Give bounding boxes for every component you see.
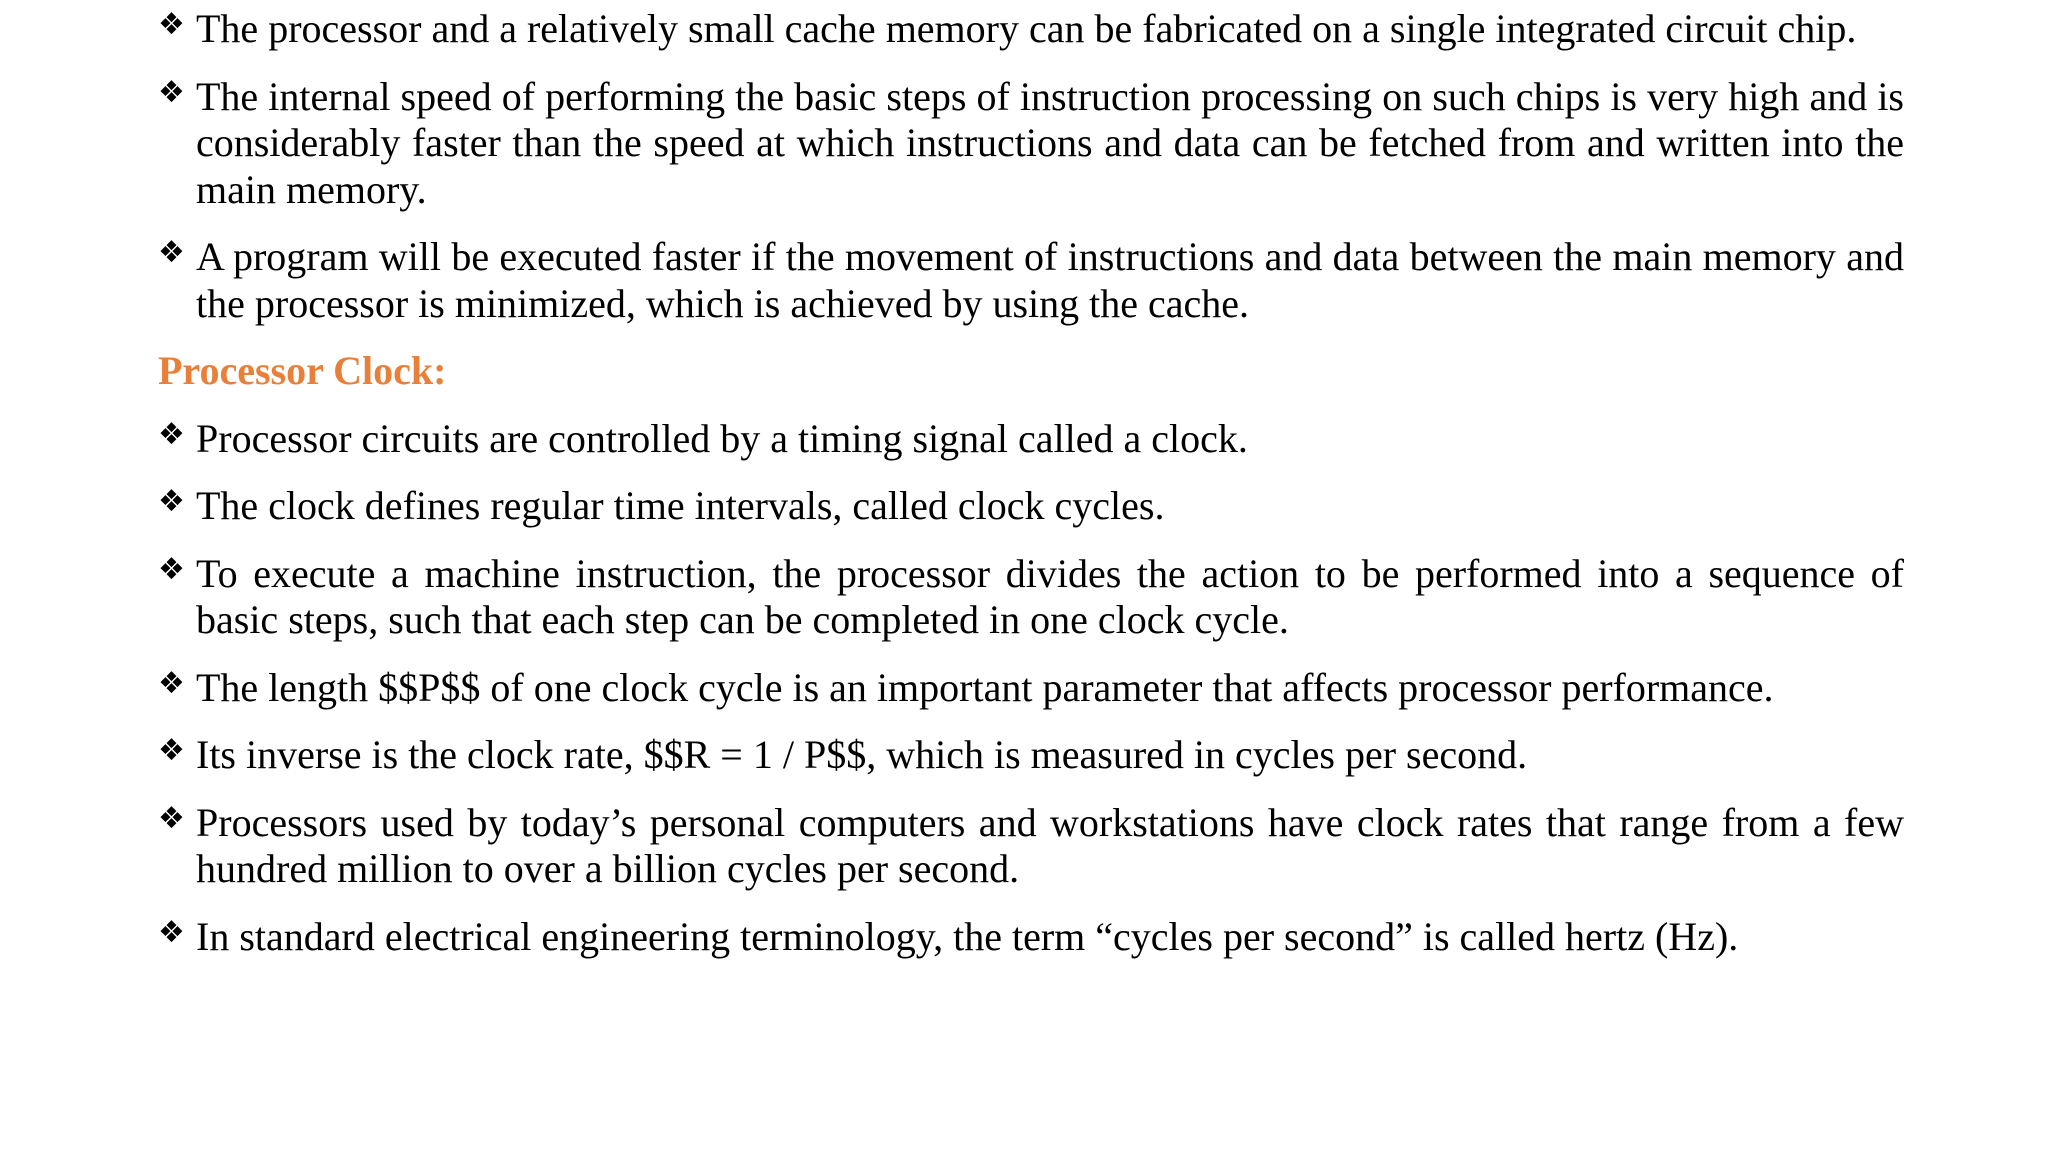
four-diamond-bullet-icon: ❖ (158, 733, 185, 768)
bullet-text: Processor circuits are controlled by a timing signal called a clock. (196, 415, 1248, 461)
section-heading: Processor Clock: (158, 348, 447, 393)
four-diamond-bullet-icon: ❖ (158, 235, 185, 270)
bullet-item (158, 732, 1904, 779)
four-diamond-bullet-icon: ❖ (158, 665, 185, 701)
four-diamond-bullet-icon: ❖ (158, 74, 185, 110)
four-diamond-bullet-icon: ❖ (158, 551, 185, 587)
document-page (158, 6, 1904, 981)
bullet-item (158, 665, 1904, 712)
bullet-item (158, 800, 1904, 893)
bullet-item (158, 914, 1904, 961)
bullet-item (158, 74, 1904, 214)
bullet-text: Its inverse is the clock rate, $$R = 1 / P$$, which is measured in cycles per second. (196, 732, 1528, 777)
bullet-text: The processor and a relatively small cache memory can be fabricated on a single integrated circuit chip. (196, 6, 1857, 51)
bullet-text: The clock defines regular time intervals, called clock cycles. (196, 483, 1165, 528)
bullet-item (158, 416, 1904, 463)
bullet-text: In standard electrical engineering terminology, the term “cycles per second” is called hertz (Hz). (196, 913, 1739, 959)
bullet-text: Processors used by today’s personal computers and workstations have clock rates that range from a few hundred million to over a billion cycles per second. (196, 799, 1904, 891)
bullet-text: A program will be executed faster if the movement of instructions and data between the main memory and the processor is minimized, which is achieved by using the cache. (196, 234, 1904, 326)
bullet-item (158, 483, 1904, 530)
four-diamond-bullet-icon: ❖ (158, 914, 185, 950)
bullet-text: The internal speed of performing the basic steps of instruction processing on such chips is very high and is considerably faster than the speed at which instructions and data can be fetched from and written into the main memory. (196, 73, 1904, 212)
bullet-item (158, 551, 1904, 644)
bullet-item (158, 6, 1904, 53)
four-diamond-bullet-icon: ❖ (158, 416, 185, 452)
four-diamond-bullet-icon: ❖ (158, 7, 185, 42)
four-diamond-bullet-icon: ❖ (158, 484, 185, 519)
bullet-text: To execute a machine instruction, the processor divides the action to be performed into a sequence of basic steps, such that each step can be completed in one clock cycle. (196, 550, 1904, 642)
four-diamond-bullet-icon: ❖ (158, 800, 185, 836)
bullet-item (158, 234, 1904, 327)
bullet-text: The length $$P$$ of one clock cycle is an important parameter that affects processor performance. (196, 664, 1774, 710)
